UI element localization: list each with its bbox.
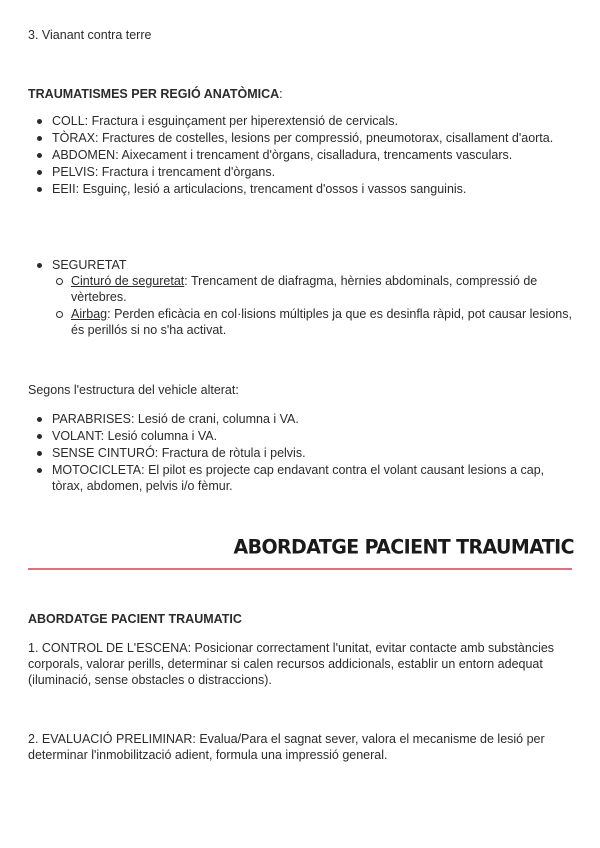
safety-sublist bbox=[52, 273, 574, 338]
sublist-item-airbag bbox=[52, 306, 574, 338]
top-line: 3. Vianant contra terre bbox=[28, 28, 152, 42]
sublist-item-seatbelt bbox=[52, 273, 574, 305]
section-subheading: ABORDATGE PACIENT TRAUMATIC bbox=[28, 612, 242, 626]
list-item: SENSE CINTURÓ: Fractura de ròtula i pelvis. bbox=[28, 445, 574, 461]
list-item: VOLANT: Lesió columna i VA. bbox=[28, 428, 574, 444]
list-item-safety bbox=[28, 257, 574, 338]
safety-label: SEGURETAT bbox=[52, 258, 127, 272]
list-item: MOTOCICLETA: El pilot es projecte cap endavant contra el volant causant lesions a cap, tòrax, abdomen, pelvis i/o fèmur. bbox=[28, 462, 574, 494]
anatomical-heading bbox=[28, 86, 283, 102]
section-title: ABORDATGE PACIENT TRAUMATIC bbox=[233, 535, 574, 559]
vehicle-intro: Segons l'estructura del vehicle alterat: bbox=[28, 383, 239, 397]
list-item: PELVIS: Fractura i trencament d'òrgans. bbox=[28, 164, 574, 180]
seatbelt-term: Cinturó de seguretat bbox=[71, 274, 185, 288]
list-item: TÒRAX: Fractures de costelles, lesions per compressió, pneumotorax, cisallament d'aorta. bbox=[28, 130, 574, 146]
anatomical-heading-text: TRAUMATISMES PER REGIÓ ANATÒMICA bbox=[28, 87, 280, 101]
vehicle-list bbox=[28, 411, 574, 495]
section-divider bbox=[28, 568, 572, 570]
list-item: EEII: Esguinç, lesió a articulacions, trencament d'ossos i vassos sanguinis. bbox=[28, 181, 574, 197]
seatbelt-text: : Trencament de diafragma, hèrnies abdominals, compressió de vèrtebres. bbox=[71, 274, 538, 304]
list-item: ABDOMEN: Aixecament i trencament d'òrgans, cisalladura, trencaments vasculars. bbox=[28, 147, 574, 163]
airbag-text: : Perden eficàcia en col·lisions múltiples ja que es desinfla ràpid, pot causar lesions, és perillós si no s'ha activat. bbox=[71, 307, 572, 337]
paragraph-scene-control: 1. CONTROL DE L'ESCENA: Posicionar correctament l'unitat, evitar contacte amb substàncies corporals, valorar perills, determinar si calen recursos addicionals, establir un entorn adequat (iluminació, sense obstacles o distraccions). bbox=[28, 641, 555, 687]
safety-list bbox=[28, 257, 574, 339]
list-item: PARABRISES: Lesió de crani, columna i VA. bbox=[28, 411, 574, 427]
airbag-term: Airbag bbox=[71, 307, 108, 321]
anatomical-list bbox=[28, 113, 574, 198]
list-item: COLL: Fractura i esguinçament per hiperextensió de cervicals. bbox=[28, 113, 574, 129]
anatomical-heading-suffix: : bbox=[279, 87, 283, 101]
paragraph-preliminary-evaluation: 2. EVALUACIÓ PRELIMINAR: Evalua/Para el sagnat sever, valora el mecanisme de lesió per determinar l'inmobilització adient, formula una impressió general. bbox=[28, 732, 545, 762]
